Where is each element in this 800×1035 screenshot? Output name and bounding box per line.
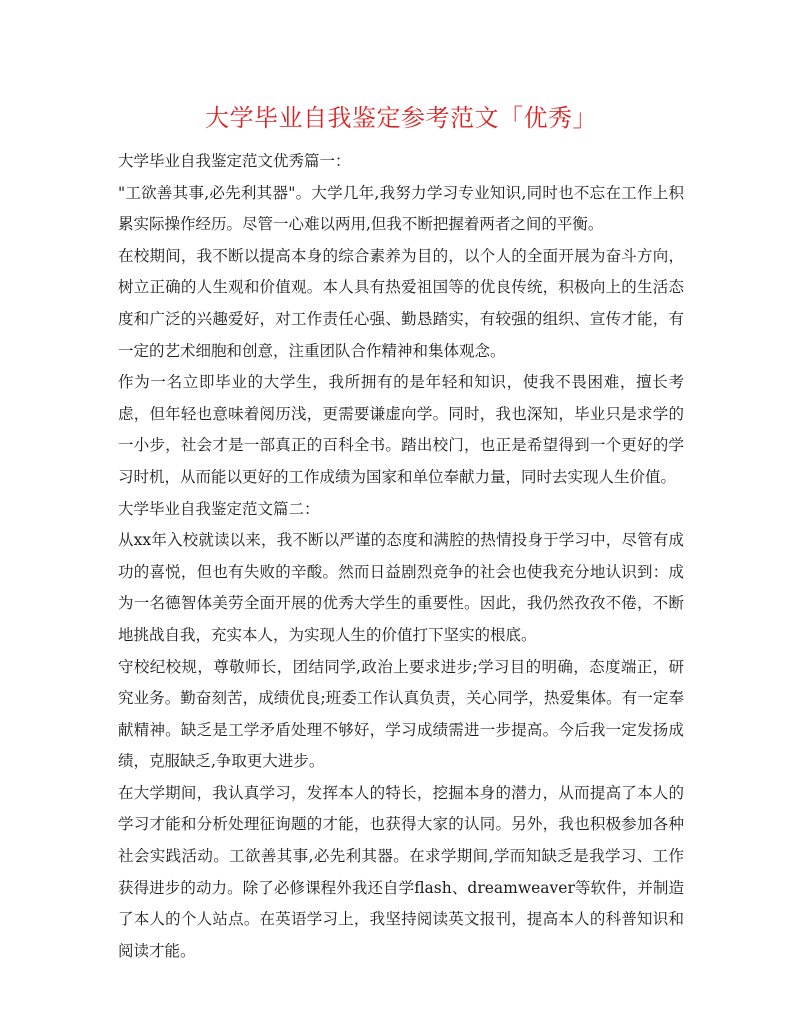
section-heading-2: 大学毕业自我鉴定范文篇二： (118, 499, 320, 518)
body-paragraph: 在大学期间，我认真学习，发挥本人的特长，挖掘本身的潜力，从而提高了本人的学习才能和分析处理征询题的才能，也获得大家的认同。另外，我也积极参加各种社会实践活动。工欲善其事,必先利其器。在求学期间,学而知缺乏是我学习、工作获得进步的动力。除了必修课程外我还自学flash、dreamweaver等软件，并制造了本人的个人站点。在英语学习上，我坚持阅读英文报刊，提高本人的科普知识和阅读才能。 (118, 783, 684, 960)
body-paragraph: "工欲善其事,必先利其器"。大学几年,我努力学习专业知识,同时也不忘在工作上积累实际操作经历。尽管一心难以两用,但我不断把握着两者之间的平衡。 (118, 183, 684, 234)
body-paragraph: 作为一名立即毕业的大学生，我所拥有的是年轻和知识，使我不畏困难，擅长考虑，但年轻也意味着阅历浅，更需要谦虚向学。同时，我也深知，毕业只是求学的一小步，社会才是一部真正的百科全书。踏出校门，也正是希望得到一个更好的学习时机，从而能以更好的工作成绩为国家和单位奉献力量，同时去实现人生价值。 (118, 373, 684, 486)
document-page (118, 98, 684, 967)
document-title: 大学毕业自我鉴定参考范文「优秀」 (205, 104, 597, 132)
section-heading-1: 大学毕业自我鉴定范文优秀篇一： (118, 152, 351, 170)
body-paragraph: 从xx年入校就读以来，我不断以严谨的态度和满腔的热情投身于学习中，尽管有成功的喜悦，但也有失败的辛酸。然而日益剧烈竞争的社会也使我充分地认识到：成为一名德智体美劳全面开展的优秀大学生的重要性。因此，我仍然孜孜不倦，不断地挑战自我，充实本人，为实现人生的价值打下坚实的根底。 (118, 531, 684, 644)
body-paragraph: 在校期间，我不断以提高本身的综合素养为目的，以个人的全面开展为奋斗方向，树立正确的人生观和价值观。本人具有热爱祖国等的优良传统，积极向上的生活态度和广泛的兴趣爱好，对工作责任心强、勤恳踏实，有较强的组织、宣传才能，有一定的艺术细胞和创意，注重团队合作精神和集体观念。 (118, 246, 684, 360)
body-paragraph: 守校纪校规，尊敬师长，团结同学,政治上要求进步;学习目的明确，态度端正，研究业务。勤奋刻苦，成绩优良;班委工作认真负责，关心同学，热爱集体。有一定奉献精神。缺乏是工学矛盾处理不够好，学习成绩需进一步提高。今后我一定发扬成绩，克服缺乏,争取更大进步。 (118, 657, 684, 771)
